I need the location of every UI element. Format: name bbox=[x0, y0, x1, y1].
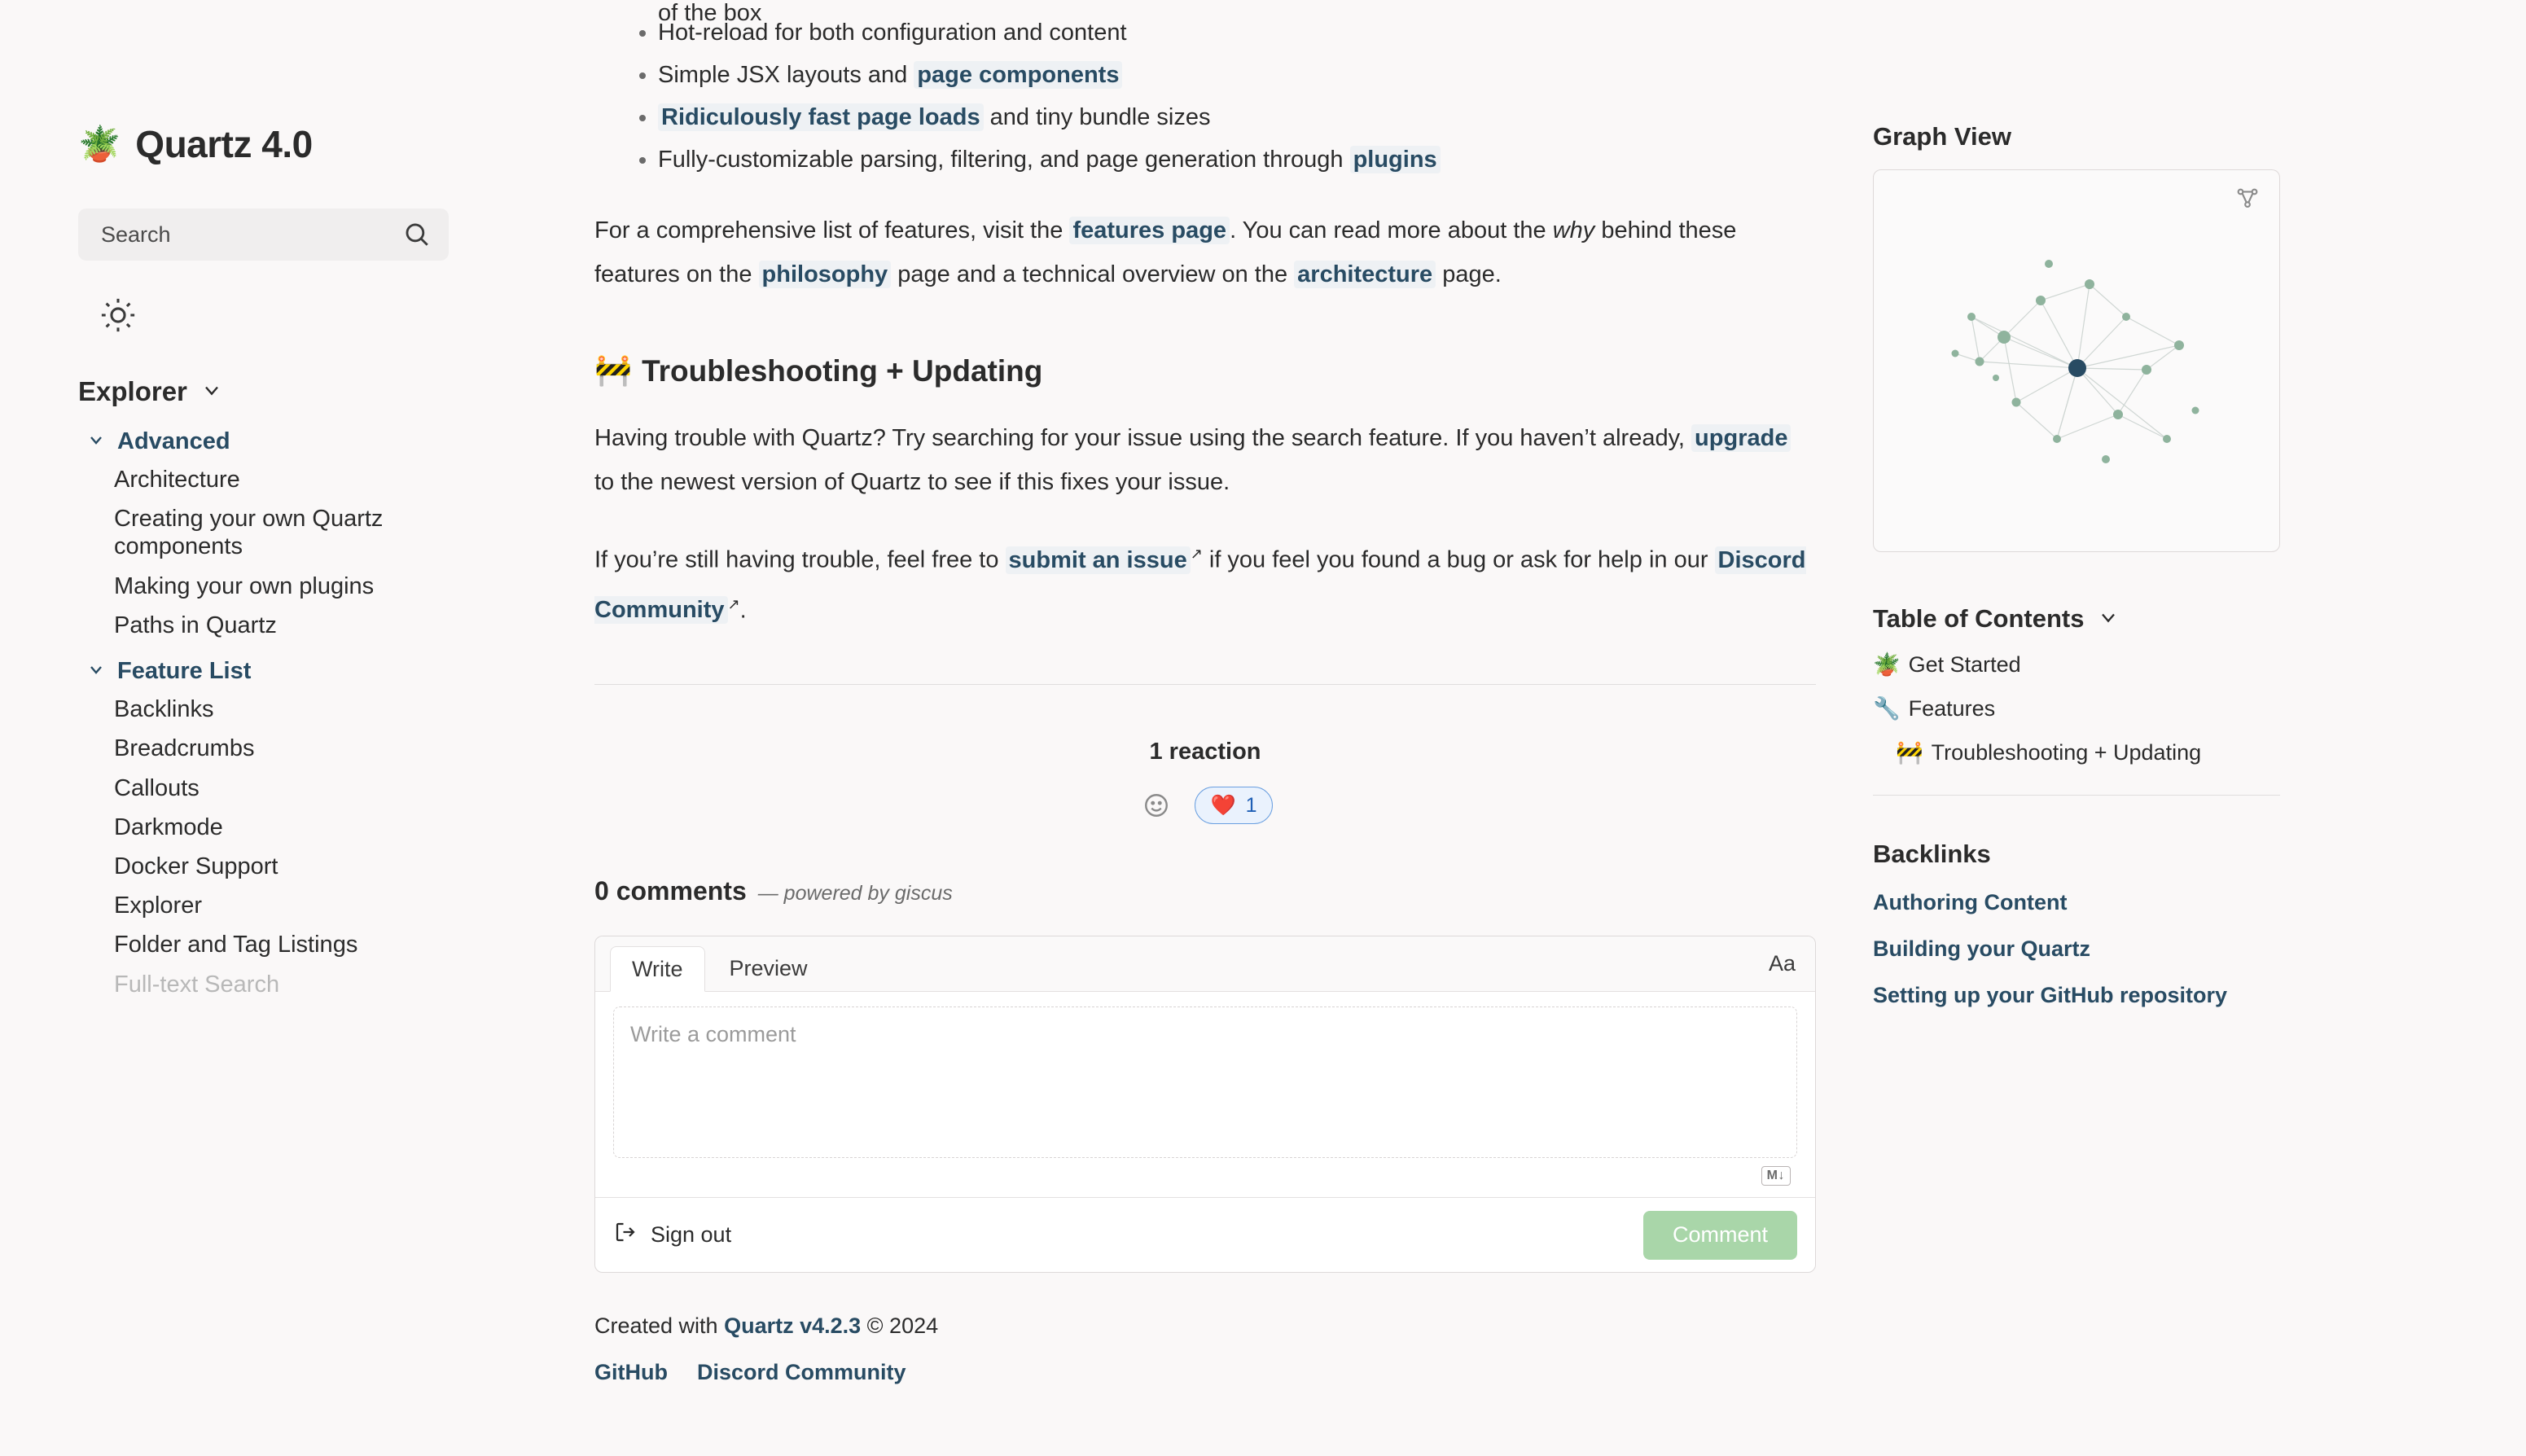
graph-view-title: Graph View bbox=[1873, 122, 2011, 151]
list-item-text: Simple JSX layouts and bbox=[658, 62, 914, 88]
list-item bbox=[658, 96, 1816, 138]
sign-out-icon bbox=[613, 1220, 638, 1250]
link-plugins[interactable]: plugins bbox=[1350, 146, 1441, 173]
footer-copyright: © 2024 bbox=[861, 1313, 939, 1339]
toc-item-get-started[interactable] bbox=[1873, 651, 2526, 678]
text-fragment: behind these features on the bbox=[594, 217, 1737, 287]
table-of-contents-header[interactable] bbox=[1873, 604, 2526, 634]
reaction-heart-button[interactable] bbox=[1195, 787, 1272, 824]
page-title: Quartz 4.0 bbox=[135, 123, 313, 165]
link-features-page[interactable]: features page bbox=[1069, 217, 1230, 244]
link-github[interactable]: GitHub bbox=[594, 1360, 668, 1385]
left-sidebar bbox=[0, 0, 554, 1456]
paragraph-troubleshooting bbox=[594, 416, 1816, 504]
toc-item-troubleshooting[interactable] bbox=[1896, 739, 2526, 765]
explorer-folder-label: Feature List bbox=[117, 658, 252, 685]
link-discord-community[interactable]: Discord Community bbox=[594, 546, 1806, 624]
footer-created-with: Created with bbox=[594, 1313, 725, 1339]
add-reaction-icon[interactable] bbox=[1138, 787, 1175, 824]
graph-view[interactable] bbox=[1873, 169, 2280, 552]
sign-out-button[interactable] bbox=[613, 1220, 731, 1250]
list-item-text: Fully-customizable parsing, filtering, and page generation through bbox=[658, 147, 1350, 173]
list-item-text: and tiny bundle sizes bbox=[983, 104, 1211, 130]
toc-title: Table of Contents bbox=[1873, 604, 2085, 633]
search-icon bbox=[403, 221, 431, 248]
external-link-icon: ↗ bbox=[1190, 546, 1203, 562]
comments-header bbox=[594, 876, 1816, 906]
explorer-folder-label: Advanced bbox=[117, 428, 230, 454]
construction-icon: 🚧 bbox=[1896, 740, 1923, 765]
text-fragment: to the newest version of Quartz to see if this fixes your issue. bbox=[594, 469, 1230, 495]
backlinks-title: Backlinks bbox=[1873, 840, 1991, 868]
main-column bbox=[554, 0, 1873, 1456]
text-fragment: page and a technical overview on the bbox=[891, 261, 1295, 287]
sidebar-item-breadcrumbs[interactable]: Breadcrumbs bbox=[114, 735, 255, 762]
chevron-down-icon bbox=[86, 660, 106, 683]
list-item bbox=[658, 54, 1816, 96]
plant-icon: 🪴 bbox=[78, 125, 121, 163]
link-upgrade[interactable]: upgrade bbox=[1691, 424, 1791, 452]
sidebar-item-architecture[interactable]: Architecture bbox=[114, 467, 240, 493]
sign-out-label: Sign out bbox=[651, 1222, 732, 1248]
link-page-components[interactable]: page components bbox=[914, 61, 1122, 89]
feature-list bbox=[594, 11, 1816, 181]
emphasis-why: why bbox=[1552, 217, 1595, 243]
comment-submit-button[interactable]: Comment bbox=[1643, 1211, 1797, 1260]
heart-icon: ❤️ bbox=[1210, 793, 1236, 817]
text-fragment: page. bbox=[1436, 261, 1502, 287]
text-fragment: For a comprehensive list of features, visit the bbox=[594, 217, 1070, 243]
composer-footer bbox=[595, 1197, 1815, 1272]
list-item-text: Hot-reload for both configuration and content bbox=[658, 20, 1127, 46]
chevron-down-icon bbox=[200, 379, 223, 406]
text-fragment: . You can read more about the bbox=[1230, 217, 1553, 243]
comments-powered-by: — powered by giscus bbox=[757, 882, 953, 906]
section-heading-troubleshooting bbox=[594, 353, 1816, 388]
tab-preview[interactable]: Preview bbox=[729, 955, 808, 980]
site-title-row[interactable] bbox=[78, 122, 554, 166]
toc-item-label: Get Started bbox=[1908, 651, 2021, 677]
composer-tabs-row bbox=[595, 936, 1815, 992]
sidebar-item-callouts[interactable]: Callouts bbox=[114, 774, 200, 801]
reaction-count-label: 1 reaction bbox=[1149, 739, 1261, 765]
footer-links bbox=[594, 1360, 1816, 1385]
explorer-header[interactable] bbox=[78, 376, 554, 407]
explorer-folder-feature-list[interactable] bbox=[86, 658, 554, 685]
divider bbox=[1873, 795, 2280, 796]
sidebar-item-creating-your-own-quartz-components[interactable]: Creating your own Quartz components bbox=[114, 506, 384, 560]
explorer-title: Explorer bbox=[78, 376, 187, 406]
link-fast-page-loads[interactable]: Ridiculously fast page loads bbox=[658, 103, 984, 131]
wrench-icon: 🔧 bbox=[1873, 696, 1901, 721]
chevron-down-icon bbox=[2097, 606, 2120, 633]
construction-icon: 🚧 bbox=[594, 353, 633, 387]
sidebar-item-folder-and-tag-listings[interactable]: Folder and Tag Listings bbox=[114, 932, 358, 958]
sidebar-item-explorer[interactable]: Explorer bbox=[114, 892, 202, 919]
list-item bbox=[658, 138, 1816, 181]
composer-tabs bbox=[595, 936, 829, 991]
comment-textarea[interactable]: Write a comment bbox=[613, 1006, 1797, 1158]
right-sidebar bbox=[1873, 0, 2526, 1456]
backlink-authoring-content[interactable]: Authoring Content bbox=[1873, 890, 2068, 914]
search-input[interactable] bbox=[78, 208, 449, 261]
toc-item-label: Troubleshooting + Updating bbox=[1931, 739, 2202, 765]
reaction-pill-count: 1 bbox=[1245, 793, 1257, 817]
toc-item-features[interactable] bbox=[1873, 695, 2526, 721]
tab-write[interactable]: Write bbox=[610, 946, 705, 992]
plant-icon: 🪴 bbox=[1873, 652, 1901, 677]
reaction-buttons bbox=[594, 787, 1816, 824]
comment-composer bbox=[594, 936, 1816, 1273]
backlink-building-your-quartz[interactable]: Building your Quartz bbox=[1873, 936, 2090, 961]
link-philosophy[interactable]: philosophy bbox=[759, 261, 892, 288]
sidebar-item-paths-in-quartz[interactable]: Paths in Quartz bbox=[114, 612, 277, 638]
sidebar-item-darkmode[interactable]: Darkmode bbox=[114, 814, 223, 840]
backlink-setting-up-your-github-repository[interactable]: Setting up your GitHub repository bbox=[1873, 983, 2228, 1007]
paragraph-features-overview bbox=[594, 208, 1816, 296]
text-fragment: If you’re still having trouble, feel free to bbox=[594, 546, 1006, 573]
link-discord-community-footer[interactable]: Discord Community bbox=[696, 1360, 906, 1385]
divider bbox=[594, 684, 1816, 685]
comments-count: 0 comments bbox=[594, 876, 747, 906]
sidebar-item-docker-support[interactable]: Docker Support bbox=[114, 853, 278, 879]
graph-nodes bbox=[1874, 170, 2281, 553]
text-format-button[interactable]: Aa bbox=[1768, 951, 1796, 976]
sidebar-item-full-text-search[interactable]: Full-text Search bbox=[114, 971, 280, 998]
link-quartz-version[interactable]: Quartz v4.2.3 bbox=[724, 1313, 862, 1339]
reactions-section bbox=[594, 739, 1816, 824]
text-fragment: . bbox=[739, 597, 747, 624]
link-submit-an-issue[interactable]: submit an issue bbox=[1006, 546, 1191, 574]
clipped-text: of the box bbox=[658, 0, 762, 26]
sidebar-item-backlinks[interactable]: Backlinks bbox=[114, 696, 214, 723]
sidebar-item-making-your-own-plugins[interactable]: Making your own plugins bbox=[114, 572, 375, 599]
page-footer bbox=[594, 1313, 1816, 1385]
chevron-down-icon bbox=[86, 430, 106, 454]
section-heading-text: Troubleshooting + Updating bbox=[642, 353, 1043, 388]
external-link-icon: ↗ bbox=[727, 595, 740, 612]
text-fragment: if you feel you found a bug or ask for help in our bbox=[1202, 546, 1715, 573]
list-item bbox=[658, 11, 1816, 54]
composer-textarea-wrap bbox=[595, 992, 1815, 1158]
darkmode-toggle[interactable] bbox=[96, 293, 140, 337]
toc-item-label: Features bbox=[1908, 695, 1996, 721]
link-architecture[interactable]: architecture bbox=[1294, 261, 1436, 288]
paragraph-support bbox=[594, 532, 1816, 632]
expand-graph-icon[interactable] bbox=[2234, 185, 2261, 217]
article-content bbox=[594, 0, 1816, 1385]
explorer-folder-advanced[interactable] bbox=[86, 428, 554, 455]
markdown-hint-row bbox=[595, 1158, 1815, 1197]
text-fragment: Having trouble with Quartz? Try searching for your issue using the search feature. If you haven’t already, bbox=[594, 425, 1692, 451]
search-placeholder: Search bbox=[101, 221, 171, 247]
markdown-icon: M↓ bbox=[1761, 1166, 1791, 1186]
